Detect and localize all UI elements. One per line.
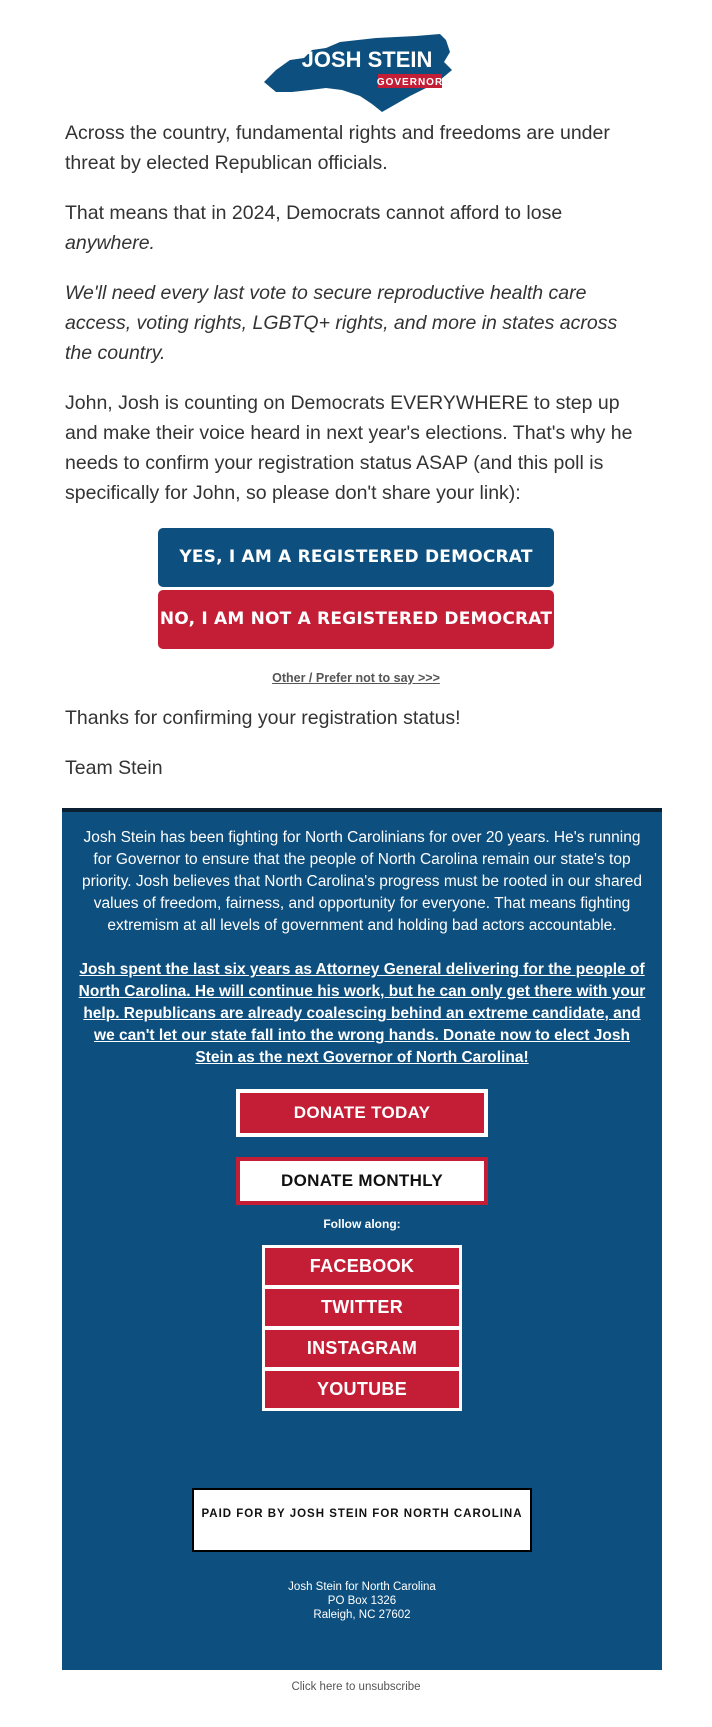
youtube-button[interactable]: YOUTUBE [265,1371,459,1408]
thanks-text: Thanks for confirming your registration status! [65,707,461,729]
paragraph-every-vote-text: We'll need every last vote to secure reproductive health care access, voting rights, LGBTQ+ rights, and more in states across the country. [65,282,618,364]
yes-registered-democrat-button[interactable]: YES, I AM A REGISTERED DEMOCRAT [158,528,554,587]
mailing-address [62,1580,662,1622]
donate-today-button[interactable]: DONATE TODAY [236,1089,488,1137]
follow-along-label: Follow along: [323,1217,401,1231]
signature: Team Stein [65,757,163,779]
paragraph-registration-ask: John, Josh is counting on Democrats EVERYWHERE to step up and make their voice heard in next year's elections. That's why he needs to confirm your registration status ASAP (and this poll is specifically for John, so please don't share your link): [65,392,633,504]
no-not-registered-democrat-button[interactable]: NO, I AM NOT A REGISTERED DEMOCRAT [158,590,554,649]
nc-state-shape [264,34,452,112]
logo-tag-text: GOVERNOR [376,77,444,88]
other-prefer-not-to-say-link[interactable]: Other / Prefer not to say >>> [272,671,440,685]
paragraph-every-vote [65,278,647,368]
donate-monthly-button[interactable]: DONATE MONTHLY [236,1157,488,1205]
registration-poll [158,528,554,649]
north-carolina-logo-icon [256,30,456,114]
paragraph-2024-text: That means that in 2024, Democrats cannot afford to lose [65,202,563,224]
address-line-1: Josh Stein for North Carolina [288,1581,436,1593]
paragraph-2024-emphasis: anywhere. [65,232,155,254]
paragraph-rights: Across the country, fundamental rights and freedoms are under threat by elected Republican officials. [65,122,610,174]
facebook-button[interactable]: FACEBOOK [265,1248,459,1285]
email-body [0,30,712,783]
footer-donate-cta-link[interactable]: Josh spent the last six years as Attorney General delivering for the people of North Carolina. He will continue his work, but he can only get there with your help. Republicans are already coalescing behind an extreme candidate, and we can't let our state fall into the wrong hands. Donate now to elect Josh Stein as the next Governor of North Carolina! [78,961,646,1066]
josh-stein-logo[interactable] [256,30,456,114]
twitter-button[interactable]: TWITTER [265,1289,459,1326]
footer-panel [62,808,662,1670]
address-line-3: Raleigh, NC 27602 [313,1609,411,1621]
paid-for-disclaimer: PAID FOR BY JOSH STEIN FOR NORTH CAROLINA [192,1488,532,1552]
social-links [262,1245,462,1411]
body-copy [0,118,712,508]
address-line-2: PO Box 1326 [327,1595,397,1607]
paragraph-2024 [65,198,647,258]
unsubscribe-link[interactable]: Click here to unsubscribe [291,1681,421,1693]
instagram-button[interactable]: INSTAGRAM [265,1330,459,1367]
footer-bio: Josh Stein has been fighting for North Carolinians for over 20 years. He's running for Governor to ensure that the people of North Carolina remain our state's top priority. Josh believes that North Carolina's progress must be rooted in our shared values of freedom, fairness, and opportunity for everyone. That means fighting extremism at all levels of government and holding bad actors accountable. [81,829,643,934]
logo-name-text: JOSH STEIN [301,47,433,72]
closing [0,703,712,783]
